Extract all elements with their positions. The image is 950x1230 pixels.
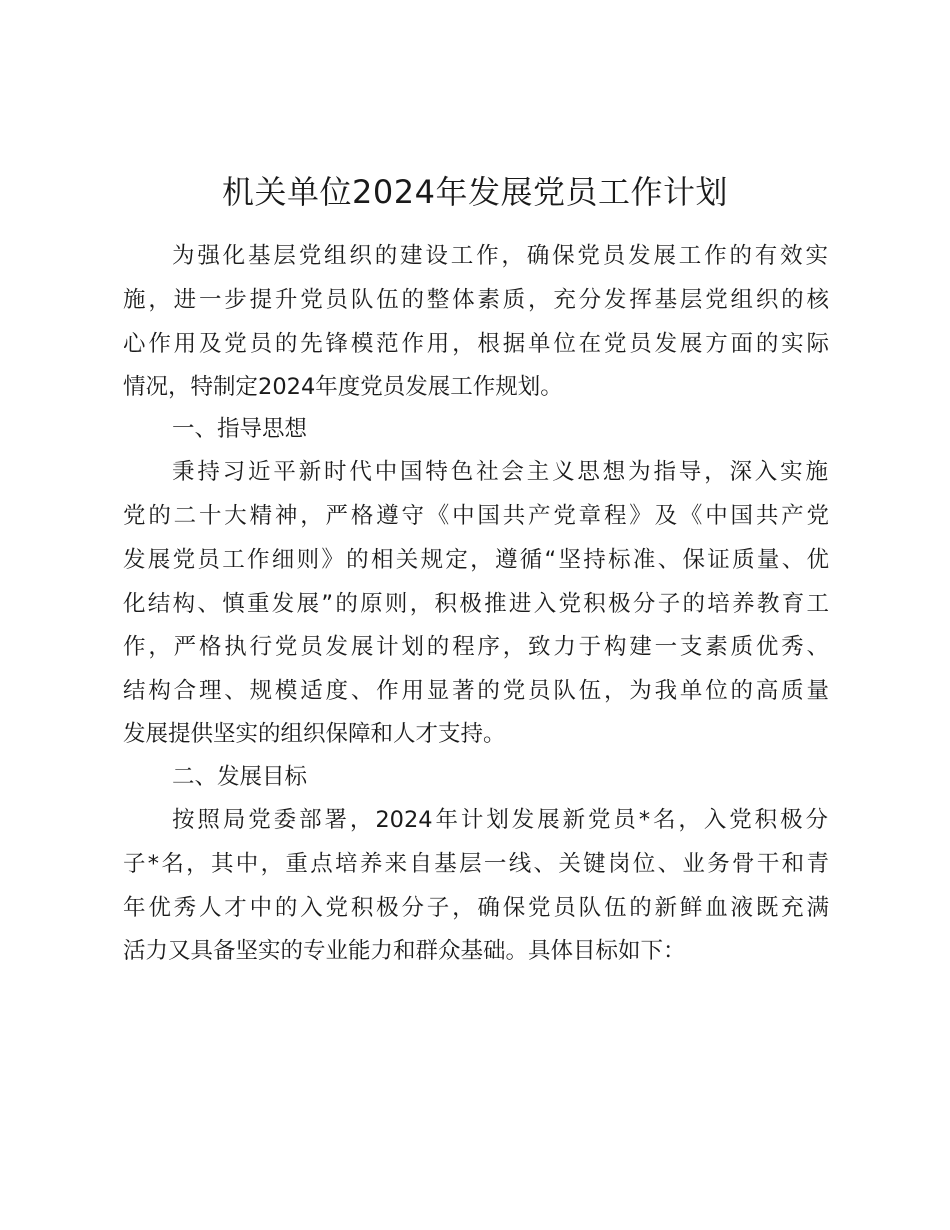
paragraph-line: 化结构、慎重发展”的原则，积极推进入党积极分子的培养教育工	[123, 591, 829, 617]
paragraph-line: 发展党员工作细则》的相关规定，遵循“坚持标准、保证质量、优	[123, 547, 829, 573]
paragraph-line: 心作用及党员的先锋模范作用，根据单位在党员发展方面的实际	[123, 331, 829, 357]
paragraph-line: 施，进一步提升党员队伍的整体素质，充分发挥基层党组织的核	[123, 287, 829, 313]
paragraph-line: 按照局党委部署，2024年计划发展新党员*名，入党积极分	[172, 807, 828, 833]
paragraph-line: 秉持习近平新时代中国特色社会主义思想为指导，深入实施	[172, 459, 828, 485]
paragraph-line: 情况，特制定2024年度党员发展工作规划。	[123, 374, 563, 400]
paragraph-line: 为强化基层党组织的建设工作，确保党员发展工作的有效实	[172, 243, 828, 269]
paragraph-line: 党的二十大精神，严格遵守《中国共产党章程》及《中国共产党	[123, 503, 829, 529]
section-heading: 二、发展目标	[172, 764, 308, 790]
paragraph-line: 作，严格执行党员发展计划的程序，致力于构建一支素质优秀、	[123, 634, 829, 660]
paragraph-line: 活力又具备坚实的专业能力和群众基础。具体目标如下：	[123, 938, 686, 964]
document-title: 机关单位2024年发展党员工作计划	[222, 173, 728, 211]
paragraph-line: 年优秀人才中的入党积极分子，确保党员队伍的新鲜血液既充满	[123, 895, 829, 921]
section-heading: 一、指导思想	[172, 416, 308, 442]
paragraph-line: 子*名，其中，重点培养来自基层一线、关键岗位、业务骨干和青	[123, 851, 829, 877]
paragraph-line: 发展提供坚实的组织保障和人才支持。	[123, 721, 506, 747]
paragraph-line: 结构合理、规模适度、作用显著的党员队伍，为我单位的高质量	[123, 678, 829, 704]
